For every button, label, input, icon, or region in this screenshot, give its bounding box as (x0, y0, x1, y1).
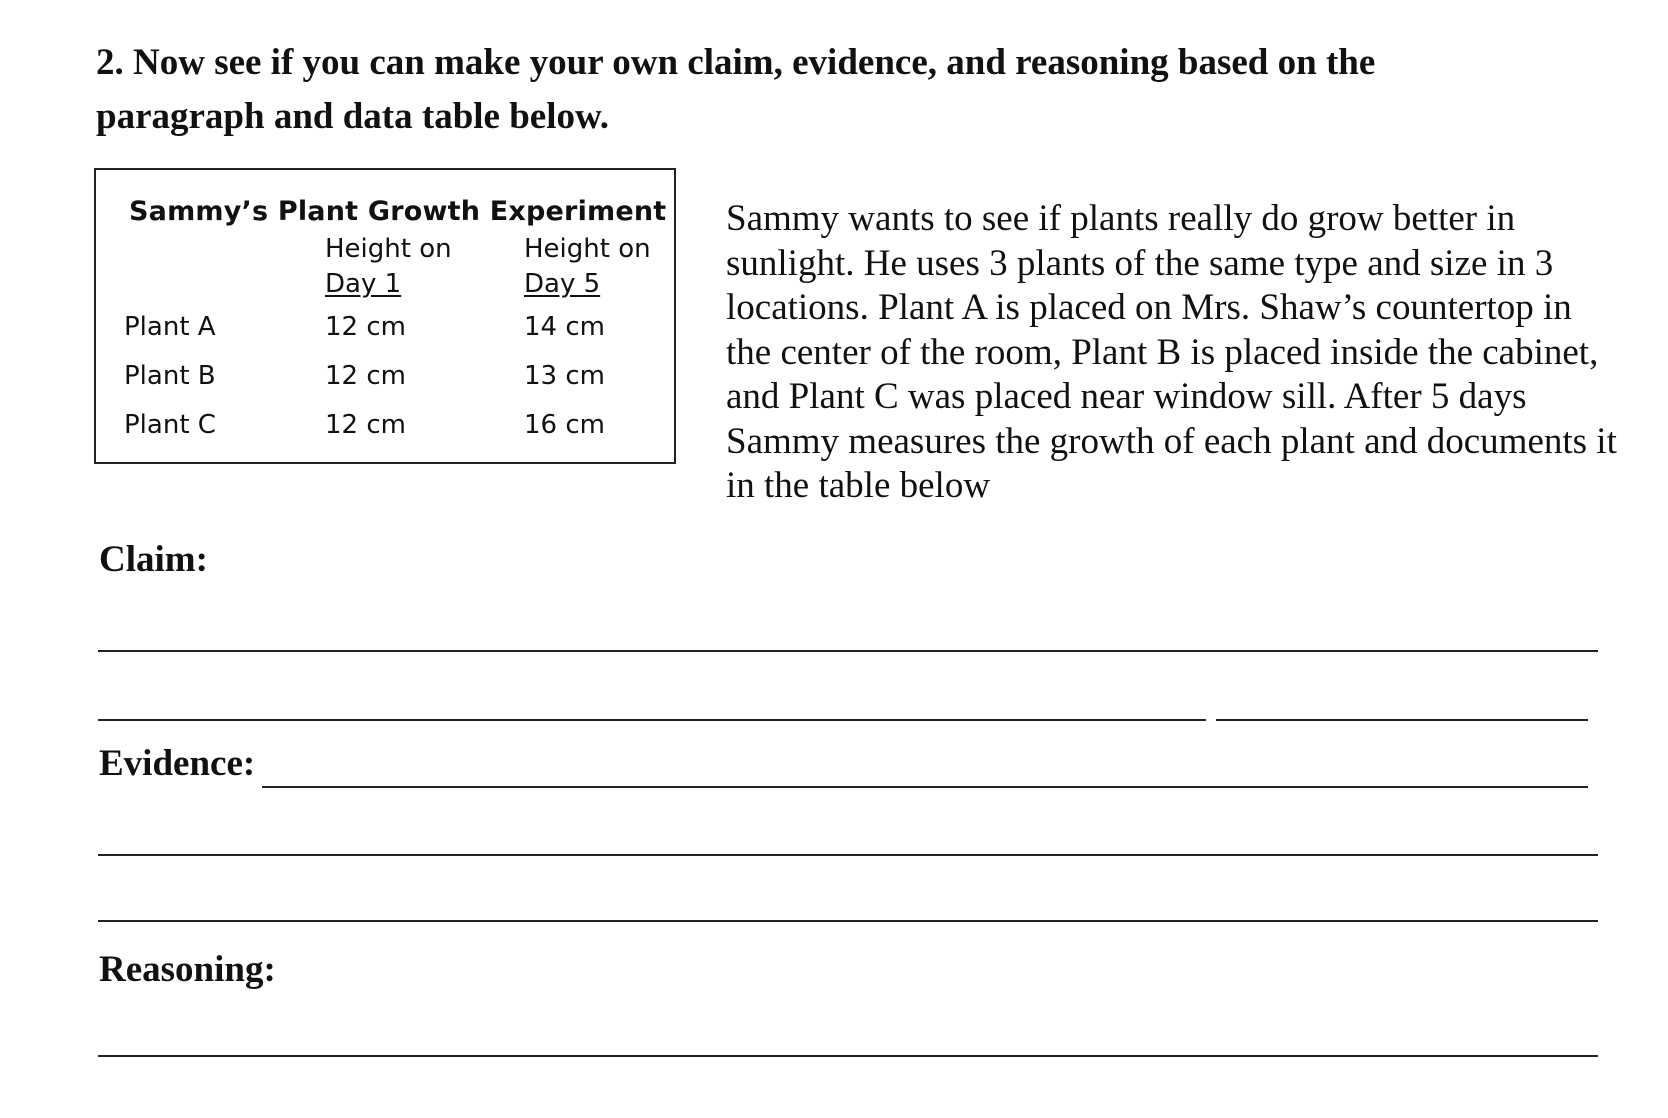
data-table (94, 168, 676, 464)
column-header-day5-line2: Day 5 (524, 269, 601, 299)
row-label-plant-a: Plant A (124, 312, 216, 342)
column-header-day1-line2: Day 1 (325, 269, 402, 299)
column-header-day1-line1: Height on (325, 234, 452, 264)
reasoning-answer-line-1[interactable] (98, 1055, 1598, 1057)
plant-c-day1-value: 12 cm (325, 410, 406, 440)
plant-a-day1-value: 12 cm (325, 312, 406, 342)
column-header-day1 (325, 232, 452, 302)
row-label-plant-b: Plant B (124, 361, 216, 391)
experiment-paragraph: Sammy wants to see if plants really do grow better in sunlight. He uses 3 plants of the same type and size in 3 locations. Plant A is placed on Mrs. Shaw’s countertop in the center of the room, Plant B is placed inside the cabinet, and Plant C was placed near window sill. After 5 days Sammy measures the growth of each plant and documents it in the table below (726, 198, 1617, 506)
evidence-answer-line-1[interactable] (262, 786, 1588, 788)
table-title: Sammy’s Plant Growth Experiment (129, 196, 667, 227)
claim-answer-line-3[interactable] (1216, 719, 1588, 721)
column-header-day5 (524, 232, 651, 302)
row-label-plant-c: Plant C (124, 410, 216, 440)
reasoning-label: Reasoning: (99, 949, 276, 990)
plant-b-day5-value: 13 cm (524, 361, 605, 391)
evidence-answer-line-2[interactable] (98, 854, 1598, 856)
plant-b-day1-value: 12 cm (325, 361, 406, 391)
evidence-answer-line-3[interactable] (98, 920, 1598, 922)
column-header-day5-line1: Height on (524, 234, 651, 264)
question-prompt: 2. Now see if you can make your own claim, evidence, and reasoning based on the paragraph and data table below. (96, 42, 1376, 137)
claim-answer-line-2[interactable] (98, 719, 1206, 721)
claim-answer-line-1[interactable] (98, 650, 1598, 652)
claim-label: Claim: (99, 539, 208, 580)
plant-c-day5-value: 16 cm (524, 410, 605, 440)
plant-a-day5-value: 14 cm (524, 312, 605, 342)
evidence-label: Evidence: (99, 743, 256, 784)
